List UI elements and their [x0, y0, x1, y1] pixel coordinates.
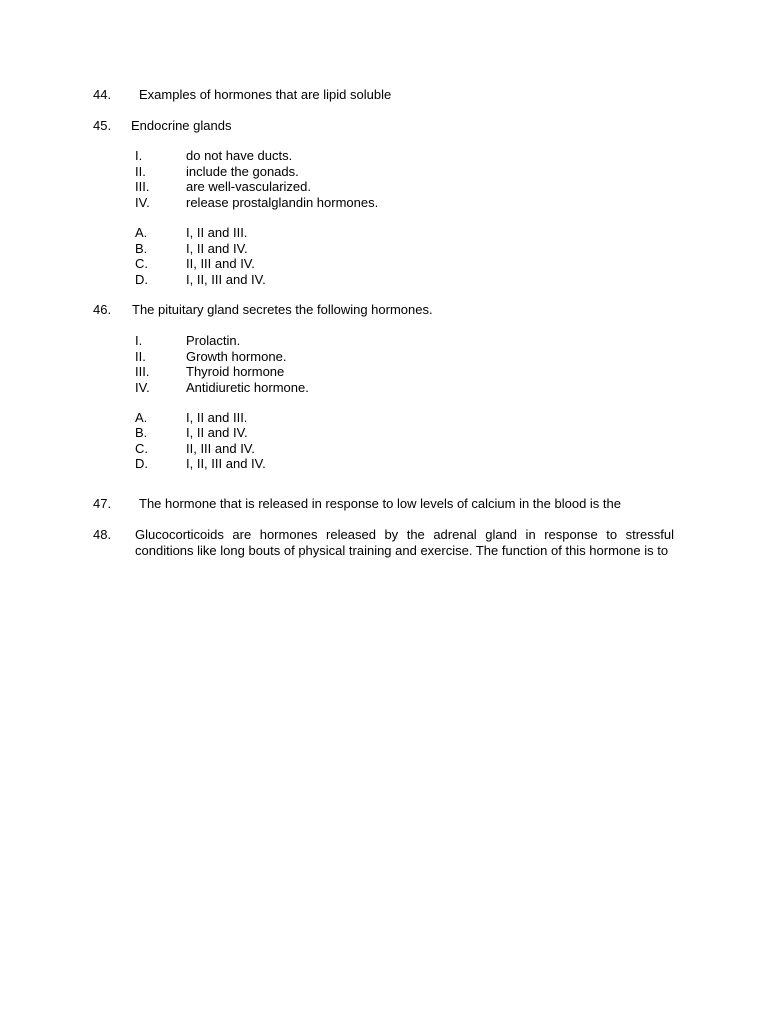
q46-option-label: D.	[135, 456, 148, 471]
question-47-number: 47.	[93, 496, 112, 511]
q46-statement-label: I.	[135, 333, 143, 348]
q46-option-label: A.	[135, 409, 148, 425]
q45-statement-label: II.	[135, 163, 146, 179]
q46-statement-text: Antidiuretic hormone.	[186, 379, 309, 395]
q46-option-text: II, III and IV.	[186, 440, 255, 456]
q45-option-text: I, II and III.	[186, 225, 248, 240]
question-45-number: 45.	[93, 118, 112, 133]
question-48-text: Glucocorticoids are hormones released by the adrenal gland in response to stressful conditions like long bouts of physical training and exercise. The function of this hormone is to	[135, 527, 674, 558]
question-48-number: 48.	[93, 527, 112, 542]
q46-statement-label: II.	[135, 348, 146, 364]
q45-statement-text: are well-vascularized.	[186, 179, 311, 194]
q45-option-text: I, II, III and IV.	[186, 271, 266, 287]
q46-statement-label: IV.	[135, 379, 150, 395]
q46-option-label: B.	[135, 425, 148, 440]
q45-statement-text: include the gonads.	[186, 163, 299, 179]
q46-statement-text: Prolactin.	[186, 333, 241, 348]
q46-statement-text: Thyroid hormone	[186, 364, 285, 379]
q46-option-text: I, II and IV.	[186, 425, 248, 440]
q45-option-label: B.	[135, 240, 148, 256]
q45-option-label: C.	[135, 256, 148, 271]
q45-option-text: II, III and IV.	[186, 256, 255, 271]
question-47-text: The hormone that is released in response to low levels of calcium in the blood is the	[139, 496, 621, 511]
q45-statement-label: III.	[135, 179, 150, 194]
question-45-text: Endocrine glands	[131, 118, 232, 133]
question-46-number: 46.	[93, 302, 112, 317]
q46-option-text: I, II, III and IV.	[186, 456, 266, 471]
q46-option-text: I, II and III.	[186, 409, 248, 425]
q46-statement-label: III.	[135, 364, 150, 379]
q46-option-label: C.	[135, 440, 148, 456]
question-44-text: Examples of hormones that are lipid soluble	[139, 87, 392, 102]
q45-statement-label: IV.	[135, 194, 150, 210]
q45-option-label: D.	[135, 271, 148, 287]
q45-option-text: I, II and IV.	[186, 240, 248, 256]
q46-statement-text: Growth hormone.	[186, 348, 287, 364]
q45-option-label: A.	[135, 225, 148, 240]
q45-statement-text: do not have ducts.	[186, 148, 293, 163]
question-44-number: 44.	[93, 87, 112, 102]
q45-statement-text: release prostalglandin hormones.	[186, 194, 379, 210]
question-46-text: The pituitary gland secretes the following hormones.	[132, 302, 433, 317]
q45-statement-label: I.	[135, 148, 143, 163]
